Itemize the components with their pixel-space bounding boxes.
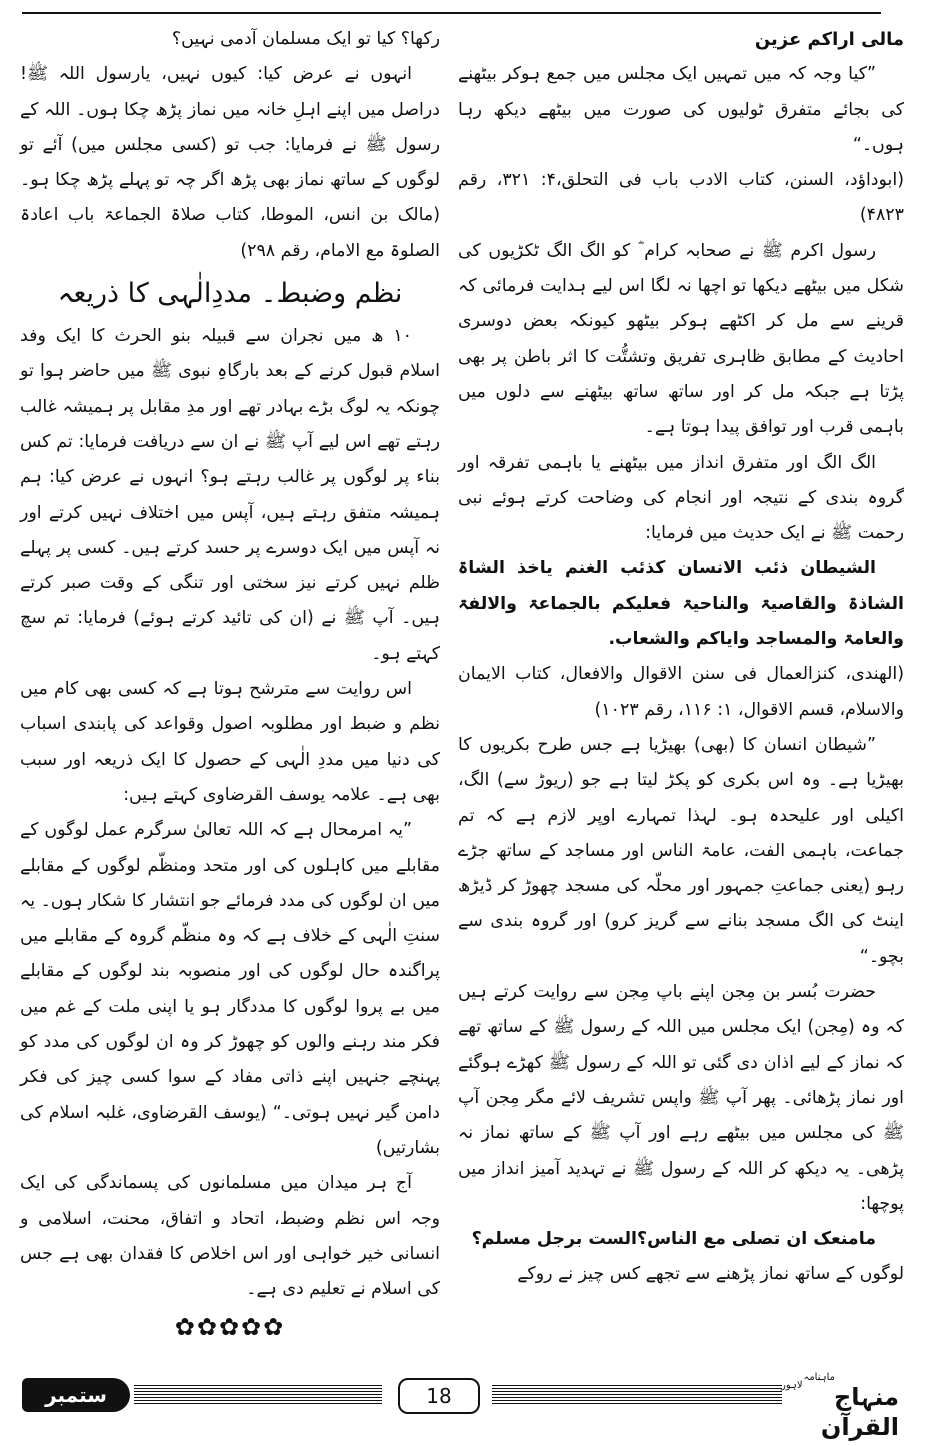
paragraph: اس روایت سے مترشح ہوتا ہے کہ کسی بھی کام میں نظم و ضبط اور مطلوبہ اصول وقواعد کی پابندی اسباب کی دنیا میں مددِ الٰہی کے حصول کا ایک ذریعہ اور سبب بھی ہے۔ علامہ یوسف القرضاوی کہتے ہیں: [20, 679, 440, 805]
reference: (ابوداؤد، السنن، کتاب الادب باب فی التحلق،۴: ۳۲۱، رقم ۴۸۲۳) [458, 170, 904, 226]
issue-date: ستمبر 2021ء [22, 1378, 130, 1412]
footer-stripes-left [134, 1385, 382, 1405]
paragraph: ۱۰ ھ میں نجران سے قبیلہ بنو الحرث کا ایک وفد اسلام قبول کرنے کے بعد بارگاہِ نبوی ﷺ میں حاضر ہوا تو چونکہ یہ لوگ بڑے بہادر تھے اور مدِ مقابل پر ہمیشہ غالب رہتے تھے اس لیے آپ ﷺ نے ان سے دریافت فرمایا: تم کس بناء پر لوگوں پر غالب رہتے ہو؟ انہوں نے عرض کیا: ہم ہمیشہ متفق رہتے ہیں، آپس میں اختلاف نہیں کرتے اور نہ آپس میں ایک دوسرے پر حسد کرتے ہیں۔ کسی پر پہلے ظلم نہیں کرتے نیز سختی اور تنگی کے وقت صبر کرتے ہیں۔ آپ ﷺ نے (ان کی تائید کرتے ہوئے) فرمایا: تم سچ کہتے ہو۔ [20, 326, 440, 664]
paragraph: الگ الگ اور متفرق انداز میں بیٹھنے یا باہمی تفرقہ اور گروہ بندی کے نتیجہ اور انجام کی وضاحت کرتے ہوئے نبی رحمت ﷺ نے ایک حدیث میں فرمایا: [458, 452, 904, 544]
left-column [20, 22, 440, 1347]
paragraph: رکھا؟ کیا تو ایک مسلمان آدمی نہیں؟ [171, 29, 440, 49]
paragraph: لوگوں کے ساتھ نماز پڑھنے سے تجھے کس چیز نے روکے [517, 1264, 904, 1285]
paragraph: آج ہر میدان میں مسلمانوں کی پسماندگی کی ایک وجہ اس نظم وضبط، اتحاد و اتفاق، محنت، اسلامی و انسانی خیر خواہی اور اس اخلاص کا فقدان بھی ہے جس کی اسلام نے تعلیم دی ہے۔ [20, 1173, 440, 1300]
footer-stripes-right [492, 1385, 782, 1405]
paragraph: رسول اکرم ﷺ نے صحابہ کرام ؓ کو الگ الگ ٹکڑیوں کی شکل میں بیٹھے دیکھا تو اچھا نہ لگا اس لیے ہدایت فرمائی کہ قرینے سے مل کر اکٹھے ہوکر بیٹھو کیونکہ بعض دوسری احادیث کے مطابق ظاہری تفریق وتشتُّت کا اثر باطن پر بھی پڑتا ہے جبکہ مل کر اور ساتھ ساتھ بیٹھنے سے دلوں میں باہمی قرب اور توافق پیدا ہوتا ہے۔ [458, 240, 904, 438]
section-heading: نظم وضبط۔ مددِالٰہی کا ذریعہ [57, 278, 403, 310]
magazine-city: لاہور [781, 1380, 803, 1391]
paragraph: حضرت بُسر بن مِجن اپنے باپ مِجن سے روایت کرتے ہیں کہ وہ (مِجن) ایک مجلس میں اللہ کے رسول ﷺ کے ساتھ تھے کہ نماز کے لیے اذان دی گئی تو اللہ کے رسول ﷺ کھڑے ہوگئے اور نماز پڑھائی۔ پھر آپ ﷺ واپس تشریف لائے مگر مِجن آپ ﷺ کی مجلس میں بیٹھے رہے اور آپ ﷺ کے ساتھ نماز نہ پڑھی۔ یہ دیکھ کر اللہ کے رسول ﷺ نے تہدید آمیز انداز میں پوچھا: [458, 982, 904, 1214]
arabic-question: مامنعک ان تصلی مع الناس؟الست برجل مسلم؟ [471, 1229, 876, 1250]
magazine-logo [781, 1372, 905, 1441]
right-column [458, 22, 904, 1293]
reference: (الهندی، کنزالعمال فی سنن الاقوال والافعال، کتاب الایمان والاسلام، قسم الاقوال، ۱: ۱۱۶، رقم ۱۰۲۳) [458, 664, 904, 720]
quote-paragraph: ”یہ امرمحال ہے کہ اللہ تعالیٰ سرگرم عمل لوگوں کے مقابلے میں کاہلوں کی اور متحد ومنظّم لوگوں کے مقابلے میں ان لوگوں کی مدد فرمائے جو انتشار کا شکار ہوں۔ یہ سنتِ الٰہی کے خلاف ہے کہ وہ منظّم گروہ کے مقابلے میں پراگندہ حال لوگوں کی اور منصوبہ بند لوگوں کے مقابلے میں بے پروا لوگوں کا مددگار ہو یا اپنی ملت کے غم میں فکر مند رہنے والوں کو چھوڑ کر وہ ان لوگوں کی مدد کو پہنچے جنہیں اپنے ذاتی مفاد کے سوا کسی چیز کی فکر دامن گیر نہیں ہوتی۔“ (یوسف القرضاوی، غلبہ اسلام کی بشارتیں) [20, 820, 440, 1158]
page-number: 18 [398, 1378, 480, 1414]
magazine-prefix: ماہنامہ [803, 1372, 835, 1383]
ornament-divider: ✿✿✿✿✿ [174, 1313, 286, 1342]
paragraph: ”شیطان انسان کا (بھی) بھیڑیا ہے جس طرح بکریوں کا بھیڑیا ہے۔ وہ اس بکری کو پکڑ لیتا ہے جو (ریوڑ سے) الگ، اکیلی اور علیحدہ ہو۔ لہذا تمہارے اوپر لازم ہے کہ تم جماعت، باہمی الفت، عامۃ الناس اور مساجد کے ساتھ جڑے رہو (یعنی جماعتِ جمہور اور محلّہ کی مسجد چھوڑ کر ڈیڑھ اینٹ کی الگ مسجد بنانے سے گریز کرو) اور گروہ بندی سے بچو۔“ [458, 734, 904, 967]
paragraph: انہوں نے عرض کیا: کیوں نہیں، یارسول اللہ ﷺ! دراصل میں اپنے اہلِ خانہ میں نماز پڑھ چکا ہوں۔ اللہ کے رسول ﷺ نے فرمایا: جب تو (کسی مجلس میں) آئے تو لوگوں کے ساتھ نماز بھی پڑھ اگر چہ تو پہلے پڑھ چکا ہو۔ (مالک بن انس، الموطا، کتاب صلاۃ الجماعۃ باب اعادۃ الصلوۃ مع الامام، رقم ۲۹۸) [20, 64, 440, 261]
footer [22, 1372, 905, 1441]
right-heading: مالی اراکم عزین [754, 29, 904, 50]
paragraph: ”کیا وجہ کہ میں تمہیں ایک مجلس میں جمع ہوکر بیٹھنے کی بجائے متفرق ٹولیوں کی صورت میں بیٹھے دیکھ رہا ہوں۔“ [458, 64, 904, 155]
magazine-name: منہاج القرآن [820, 1383, 899, 1441]
top-rule [22, 12, 881, 14]
arabic-hadith: الشیطان ذئب الانسان کذئب الغنم یاخذ الشاۃ الشاذۃ والقاصیۃ والناحیۃ فعلیکم بالجماعۃ والالفۃ والعامۃ والمساجد وایاکم والشعاب. [458, 558, 904, 650]
